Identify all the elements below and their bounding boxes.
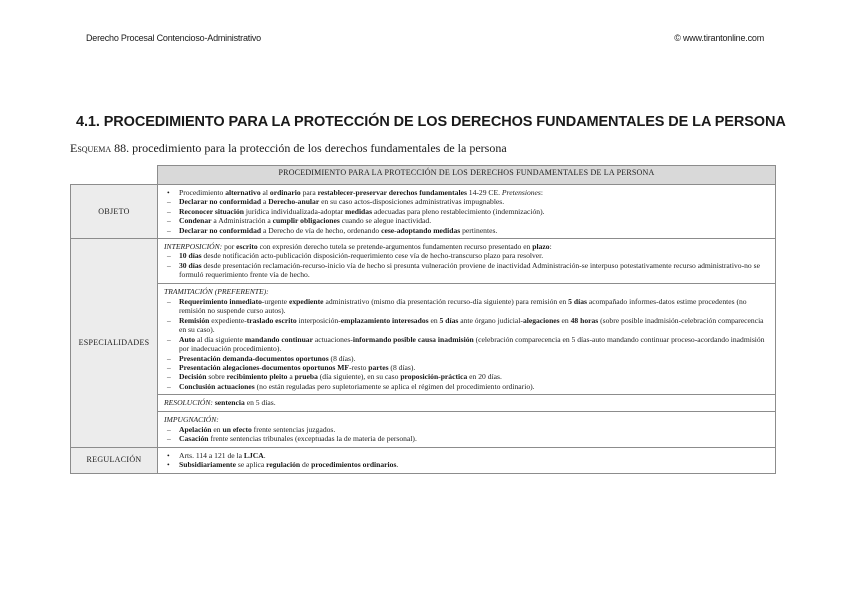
text-run: Apelación (179, 424, 212, 434)
resolucion-title: RESOLUCIÓN: (164, 398, 213, 408)
text-run: frente sentencias tribunales (exceptuadas la de materia de personal). (208, 434, 417, 444)
row-label-regulacion: REGULACIÓN (71, 447, 158, 473)
text-run: actuaciones- (312, 334, 353, 344)
section-title: 4.1. PROCEDIMIENTO PARA LA PROTECCIÓN DE LOS DERECHOS FUNDAMENTALES DE LA PERSONA (76, 114, 786, 130)
list-item (164, 354, 769, 363)
text-run: traslado escrito (246, 315, 297, 325)
list-item (164, 316, 769, 335)
text-run: . (396, 460, 399, 470)
table-header-row (71, 166, 776, 185)
text-run: en (211, 424, 223, 434)
resolucion-body (215, 398, 276, 407)
text-run: : (540, 188, 543, 197)
text-run: al día siguiente (195, 334, 245, 344)
cell-interposicion (158, 239, 776, 284)
row-objeto (71, 185, 776, 239)
text-run: Presentación alegaciones-documentos oportunos MF (179, 362, 350, 372)
text-run: de (300, 460, 312, 470)
list-item (164, 372, 769, 381)
text-run: desde presentación reclamación-recurso-inicio vía de hecho si presunta vulneración proviene de inactividad Administración-se interpuso potestativamente recurso administrativo-no se formuló requerimiento frente vía de hecho. (179, 260, 760, 280)
text-run: administrativo (mismo día presentación recurso-día siguiente) para remisión en (323, 297, 569, 307)
text-run: a Derecho de vía de hecho, ordenando (261, 225, 382, 235)
text-run: por (224, 242, 237, 252)
list-item (164, 226, 769, 235)
list-item (164, 335, 769, 354)
text-run: ordinario (269, 188, 301, 197)
text-run: Casación (179, 434, 209, 444)
text-run: proposición-práctica (400, 372, 468, 382)
list-item (164, 451, 769, 460)
row-interposicion (71, 239, 776, 284)
interposicion-title: INTERPOSICIÓN: (164, 242, 223, 252)
schema-caption: procedimiento para la protección de los derechos fundamentales de la persona (129, 141, 507, 155)
text-run: restablecer-preservar derechos fundamentales (317, 188, 467, 197)
text-run: medidas (345, 206, 373, 216)
text-run: (no están reguladas pero supletoriamente se aplica el régimen del procedimiento ordinario). (254, 381, 535, 391)
text-run: 30 días (179, 260, 202, 270)
text-run: Procedimiento (179, 188, 226, 197)
text-run: Subsidiariamente (179, 460, 236, 470)
text-run: procedimientos ordinarios (311, 460, 397, 470)
running-header-book-title: Derecho Procesal Contencioso-Administrativo (86, 33, 261, 43)
text-run: acompañado informes-datos estime procedentes (no remisión no suspende curso autos). (179, 297, 747, 316)
text-run: . (263, 450, 266, 460)
text-run: para (300, 188, 318, 197)
list-item (164, 207, 769, 216)
text-run: frente sentencias juzgados. (251, 424, 336, 434)
text-run: recibimiento pleito (226, 372, 288, 382)
row-impugnacion (71, 411, 776, 447)
text-run: se aplica (235, 460, 267, 470)
text-run: emplazamiento interesados (340, 315, 429, 325)
text-run: sentencia (214, 398, 245, 408)
text-run: a (261, 197, 269, 207)
table-header: PROCEDIMIENTO PARA LA PROTECCIÓN DE LOS DERECHOS FUNDAMENTALES DE LA PERSONA (158, 166, 776, 185)
text-run: (8 días). (388, 362, 416, 372)
text-run: expediente (288, 297, 324, 307)
impugnacion-title: IMPUGNACIÓN: (164, 414, 219, 424)
text-run: Declarar no conformidad (179, 197, 262, 207)
text-run: alegaciones (522, 315, 560, 325)
regulacion-list (164, 451, 769, 470)
interposicion-intro (224, 242, 552, 251)
text-run: Reconocer situación (179, 206, 245, 216)
text-run: alternativo (225, 188, 261, 197)
text-run: cumplir obligaciones (272, 216, 340, 226)
text-run: LJCA (243, 450, 264, 460)
text-run: a (287, 372, 295, 382)
text-run: al (260, 188, 270, 197)
list-item (164, 261, 769, 280)
text-run: desde notificación acto-publicación disposición-requerimiento cese vía de hecho-transcurso plazo para resolver. (201, 251, 544, 261)
text-run: en su caso actos-disposiciones administrativas impugnables. (319, 197, 505, 207)
text-run: -urgente (261, 297, 289, 307)
text-run: 14-29 CE. (466, 188, 502, 197)
text-run: pertinentes. (460, 225, 498, 235)
text-run: en (559, 315, 571, 325)
text-run: un efecto (222, 424, 252, 434)
text-run: 48 horas (570, 315, 599, 325)
text-run: sobre (206, 372, 227, 382)
schema-table (70, 165, 776, 474)
text-run: en 5 días. (244, 398, 276, 408)
list-item (164, 363, 769, 372)
text-run: ante órgano judicial- (458, 315, 523, 325)
text-run: con expresión derecho tutela se pretende-argumentos fundamenten recurso presentado en (257, 242, 533, 252)
text-run: adecuadas para pleno restablecimiento (indemnización). (372, 206, 545, 216)
text-run: Requerimiento inmediato (179, 297, 262, 307)
text-run: cese-adoptando medidas (381, 225, 461, 235)
text-run: 5 días (439, 315, 459, 325)
interposicion-block (164, 242, 769, 251)
text-run: informando posible causa inadmisión (352, 334, 474, 344)
list-item (164, 297, 769, 316)
text-run: Declarar no conformidad (179, 225, 262, 235)
text-run: Presentación (179, 353, 223, 363)
text-run: : (549, 242, 552, 252)
text-run: 5 días (568, 297, 587, 307)
cell-regulacion (158, 447, 776, 473)
text-run: prueba (294, 372, 318, 382)
text-run: 10 días (179, 251, 202, 261)
text-run: Auto (179, 334, 196, 344)
text-run: expediente- (209, 315, 247, 325)
schema-label: Esquema 88. (70, 141, 130, 155)
objeto-list (164, 197, 769, 235)
text-run: interposición- (296, 315, 341, 325)
text-run: partes (368, 362, 389, 372)
cell-impugnacion (158, 411, 776, 447)
cell-tramitacion (158, 283, 776, 394)
list-item (164, 197, 769, 206)
text-run: Derecho-anular (268, 197, 320, 207)
list-item (164, 425, 769, 434)
row-resolucion (71, 395, 776, 411)
text-run: a Administración a (211, 216, 273, 226)
row-regulacion (71, 447, 776, 473)
list-item (164, 382, 769, 391)
row-label-objeto: OBJETO (71, 185, 158, 239)
text-run: jurídica individualizada-adoptar (244, 206, 346, 216)
text-run: en (428, 315, 440, 325)
impugnacion-list (164, 425, 769, 444)
list-item (164, 434, 769, 443)
text-run: en 20 días. (467, 372, 502, 382)
text-run: (día siguiente), en su caso (317, 372, 401, 382)
objeto-intro (164, 188, 769, 197)
running-header-copyright: © www.tirantonline.com (674, 33, 764, 43)
text-run: (8 días). (328, 353, 356, 363)
list-item (164, 460, 769, 469)
row-label-especialidades: ESPECIALIDADES (71, 239, 158, 448)
schema-title (70, 141, 507, 156)
tramitacion-title: TRAMITACIÓN (PREFERENTE): (164, 286, 269, 296)
tramitacion-list (164, 297, 769, 391)
text-run: plazo (532, 242, 550, 252)
text-run: Condenar (179, 216, 212, 226)
text-run: Remisión (179, 315, 210, 325)
text-run: cuando se alegue inactividad. (339, 216, 432, 226)
text-run: (celebración comparecencia en 5 días-auto mandando continuar proceso-acordando inadmisión por inadecuación procedimiento). (179, 334, 765, 354)
list-item (164, 216, 769, 225)
cell-resolucion (158, 395, 776, 411)
cell-objeto (158, 185, 776, 239)
text-run: Conclusión actuaciones (179, 381, 255, 391)
text-run: Pretensiones (501, 188, 541, 197)
text-run: escrito (236, 242, 258, 252)
table-corner (71, 166, 158, 185)
row-tramitacion (71, 283, 776, 394)
text-run: mandando continuar (244, 334, 313, 344)
text-run: (sobre posible inadmisión-celebración comparecencia en su caso). (179, 315, 764, 335)
interposicion-list (164, 251, 769, 279)
text-run: Decisión (179, 372, 207, 382)
list-item (164, 251, 769, 260)
text-run: regulación (266, 460, 301, 470)
text-run: -resto (349, 362, 369, 372)
text-run: Arts. 114 a 121 de la (179, 450, 244, 460)
text-run: demanda-documentos oportunos (222, 353, 329, 363)
